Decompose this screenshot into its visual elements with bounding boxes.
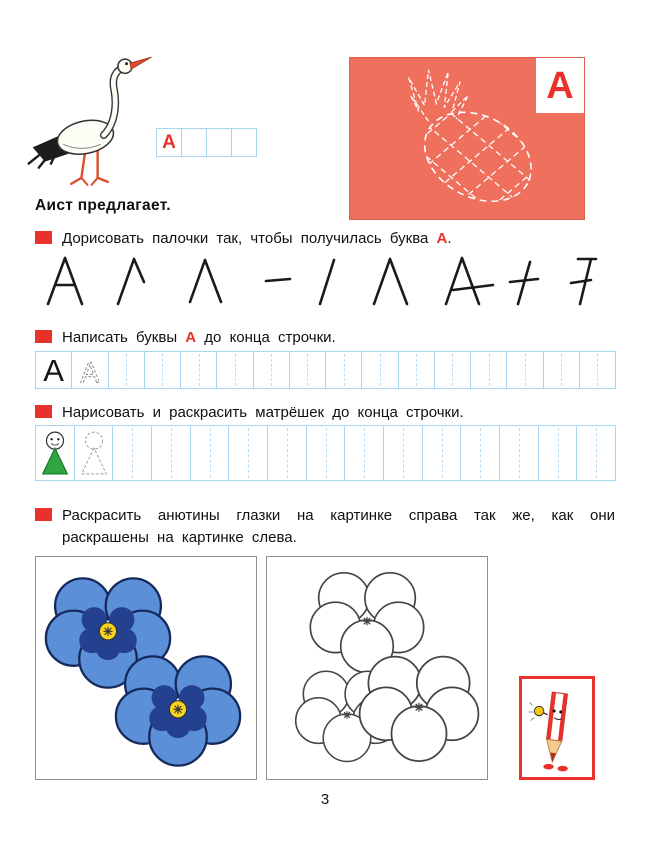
matryoshka-cell	[151, 425, 191, 481]
page-number: 3	[320, 791, 330, 808]
pineapple-card	[349, 57, 585, 220]
pansies-colored-picture	[35, 556, 257, 780]
matryoshka-cell	[499, 425, 539, 481]
writing-cell	[253, 351, 290, 389]
sample-letter-dashed	[73, 352, 107, 388]
writing-cell	[434, 351, 471, 389]
task-4	[35, 505, 615, 549]
corner-letter: А	[546, 64, 574, 107]
letter-trace-cells	[156, 128, 257, 157]
writing-cell	[289, 351, 326, 389]
matryoshka-cell	[267, 425, 307, 481]
task-2-post: до конца строчки.	[196, 329, 336, 346]
task-3	[35, 402, 610, 424]
trace-letter: А	[162, 132, 176, 153]
task-1-letter: А	[436, 230, 448, 247]
corner-letter-box	[536, 58, 584, 113]
task-2-text	[62, 327, 610, 349]
matryoshka-dashed	[76, 426, 112, 480]
task-2-pre: Написать буквы	[62, 329, 186, 346]
pansies-outline-picture	[266, 556, 488, 780]
stork-illustration	[24, 50, 152, 192]
matryoshka-row	[35, 425, 616, 481]
sample-letter-solid: А	[43, 353, 64, 388]
matryoshka-cell	[576, 425, 616, 481]
task-bullet	[35, 508, 52, 521]
task-2	[35, 327, 610, 349]
writing-cell	[108, 351, 145, 389]
task-1-pre: Дорисовать палочки так, чтобы получилась буква	[62, 230, 437, 247]
writing-cell	[579, 351, 616, 389]
task-4-text: Раскрасить анютины глазки на картинке справа так же, как они раскрашены на картинке слева.	[62, 507, 615, 546]
trace-cell	[181, 128, 207, 157]
matryoshka-cell	[422, 425, 462, 481]
matryoshka-cell	[538, 425, 578, 481]
task-bullet	[35, 405, 52, 418]
task-1	[35, 228, 610, 250]
writing-cell-dashed	[71, 351, 108, 389]
writing-cell	[398, 351, 435, 389]
trace-cell	[206, 128, 232, 157]
matryoshka-cell-sample	[35, 425, 75, 481]
trace-cell	[156, 128, 182, 157]
page-caption: Аист предлагает.	[35, 197, 171, 214]
matryoshka-cell	[112, 425, 152, 481]
writing-cell	[543, 351, 580, 389]
pencil-mascot	[524, 682, 590, 775]
matryoshka-cell	[383, 425, 423, 481]
task-1-post: .	[447, 230, 452, 247]
writing-cell-sample	[35, 351, 72, 389]
trace-cell	[231, 128, 257, 157]
pansies-outline	[267, 557, 487, 779]
writing-cell	[144, 351, 181, 389]
matryoshka-cell	[344, 425, 384, 481]
pansies-colored	[36, 557, 256, 779]
pencil-mascot-box	[519, 676, 595, 780]
task-bullet	[35, 231, 52, 244]
writing-cell	[216, 351, 253, 389]
letter-strokes-practice	[38, 252, 613, 314]
svg-text:А: А	[80, 357, 100, 388]
task-3-text: Нарисовать и раскрасить матрёшек до конца строчки.	[62, 404, 464, 421]
writing-cell	[180, 351, 217, 389]
writing-cell	[361, 351, 398, 389]
matryoshka-cell	[228, 425, 268, 481]
letter-writing-row	[35, 351, 616, 389]
task-bullet	[35, 330, 52, 343]
matryoshka-cell-dashed	[74, 425, 114, 481]
task-2-letter: А	[185, 329, 197, 346]
matryoshka-cell	[460, 425, 500, 481]
writing-cell	[325, 351, 362, 389]
matryoshka-cell	[190, 425, 230, 481]
task-1-text	[62, 228, 610, 250]
matryoshka-cell	[306, 425, 346, 481]
writing-cell	[506, 351, 543, 389]
writing-cell	[470, 351, 507, 389]
matryoshka-colored	[37, 426, 73, 480]
